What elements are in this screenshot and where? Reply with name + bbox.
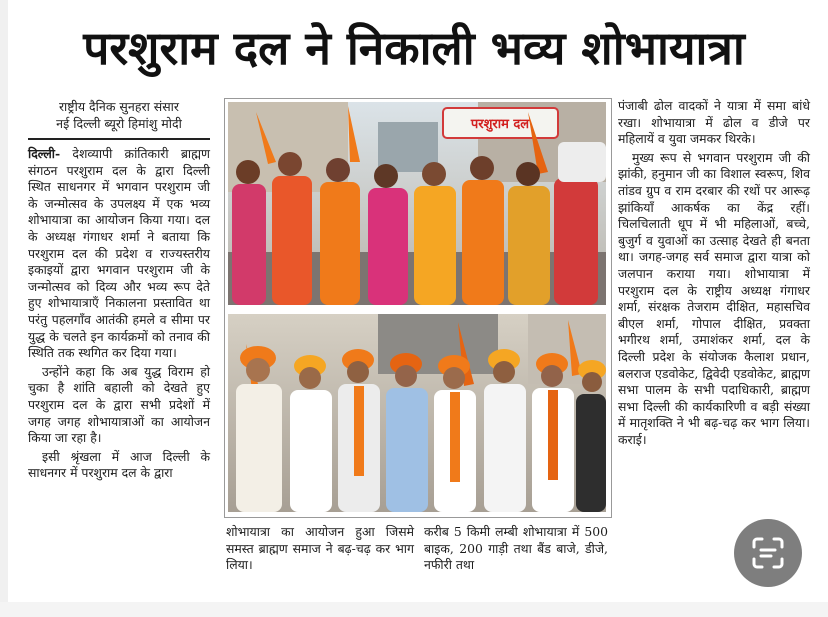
column-3-text: करीब 5 किमी लम्बी शोभायात्रा में 500 बाइक, 200 गाड़ी तथा बैंड बाजे, डीजे, नफीरी तथा <box>424 524 608 573</box>
article-column-4 <box>618 98 810 588</box>
byline-divider <box>28 138 210 140</box>
headline: परशुराम दल ने निकाली भव्य शोभायात्रा <box>83 21 745 75</box>
column-2-text: शोभायात्रा का आयोजन हुआ जिसमे समस्त ब्राह्मण समाज ने बढ़-चढ़ कर भाग लिया। <box>226 524 414 573</box>
lens-scan-icon <box>751 536 785 570</box>
dateline: दिल्ली- <box>28 146 61 161</box>
byline <box>28 98 210 132</box>
article-column-3 <box>424 524 608 586</box>
paragraph-1-text: देशव्यापी क्रांतिकारी ब्राह्मण संगठन परशुराम दल के द्वारा दिल्ली स्थित साधनगर में भगवान परशुराम जी के जन्मोत्सव के उपलक्ष्य में एक भव्य शोभायात्रा का आयोजन किया गया। दल के अध्यक्ष गंगाधर शर्मा ने बताया कि परशुराम दल की प्रदेश व राज्यस्तरीय इकाइयों द्वारा भगवान परशुराम जी के जन्मोत्सव को दिव्य और भव्य रूप देते हुए शोभायात्राएँ निकालना प्रस्तावित था परंतु पहलगाँव आतंकी हमले व सीमा पर युद्ध के चलते इन कार्यक्रमों को तनाव की स्थिति तक स्थगित कर दिया गया। <box>28 146 210 361</box>
procession-photo-men <box>228 314 606 512</box>
google-lens-button[interactable] <box>734 519 802 587</box>
column-4-paragraph-2: मुख्य रूप से भगवान परशुराम जी की झांकी, हनुमान जी का विशाल स्वरूप, शिव तांडव ग्रुप व राम दरबार की रथों पर आरूढ़ झांकियाँ आकर्षक का केंद्र रहीं। चिलचिलाती धूप में भी महिलाओं, बच्चे, बुजुर्ग व युवाओं का उत्साह देखते ही बनता था। जगह-जगह सर्व समाज द्वारा यात्रा को जलपान कराया गया। शोभायात्रा में परशुराम दल के राष्ट्रीय अध्यक्ष गंगाधर शर्मा, संरक्षक तेजराम दीक्षित, महासचिव बीएल शर्मा, गोपाल दीक्षित, प्रवक्ता भगीरथ शर्मा, उमाशंकर शर्मा, दल के दिल्ली प्रदेश के संयोजक कैलाश प्रधान, बलराज एडवोकेट, द्विवेदी एडवोकेट, ब्राह्मण सभा पालम के सभी पदाधिकारी, ब्राह्मण सभा दिल्ली की कार्यकारिणी व बड़ी संख्या में मातृशक्ति ने भी बढ़-चढ़ कर भाग लिया। कराई। <box>618 149 810 447</box>
procession-photo-women <box>228 102 606 305</box>
article-column-2 <box>226 524 414 586</box>
page-bottom-edge <box>0 602 828 617</box>
byline-paper: राष्ट्रीय दैनिक सुनहरा संसार <box>58 99 180 114</box>
column-4-paragraph-1: पंजाबी ढोल वादकों ने यात्रा में समा बांधे रखा। शोभायात्रा में ढोल व डीजे पर महिलायें व युवा जमकर थिरके। <box>618 98 810 147</box>
byline-bureau: नई दिल्ली ब्यूरो हिमांशु मोदी <box>56 116 182 131</box>
article-column-1 <box>28 146 210 586</box>
banner-text: परशुराम दल <box>470 117 530 132</box>
paragraph-1 <box>28 146 210 362</box>
paragraph-2: उन्होंने कहा कि अब युद्ध विराम हो चुका है शांति बहाली को देखते हुए परशुराम दल के द्वारा सभी प्रदेशों में जगह जगह शोभायात्राओं का आयोजन किया जा रहा है। <box>28 363 210 446</box>
page-edge <box>0 0 8 617</box>
paragraph-3: इसी श्रृंखला में आज दिल्ली के साधनगर में परशुराम दल के द्वारा <box>28 448 210 481</box>
